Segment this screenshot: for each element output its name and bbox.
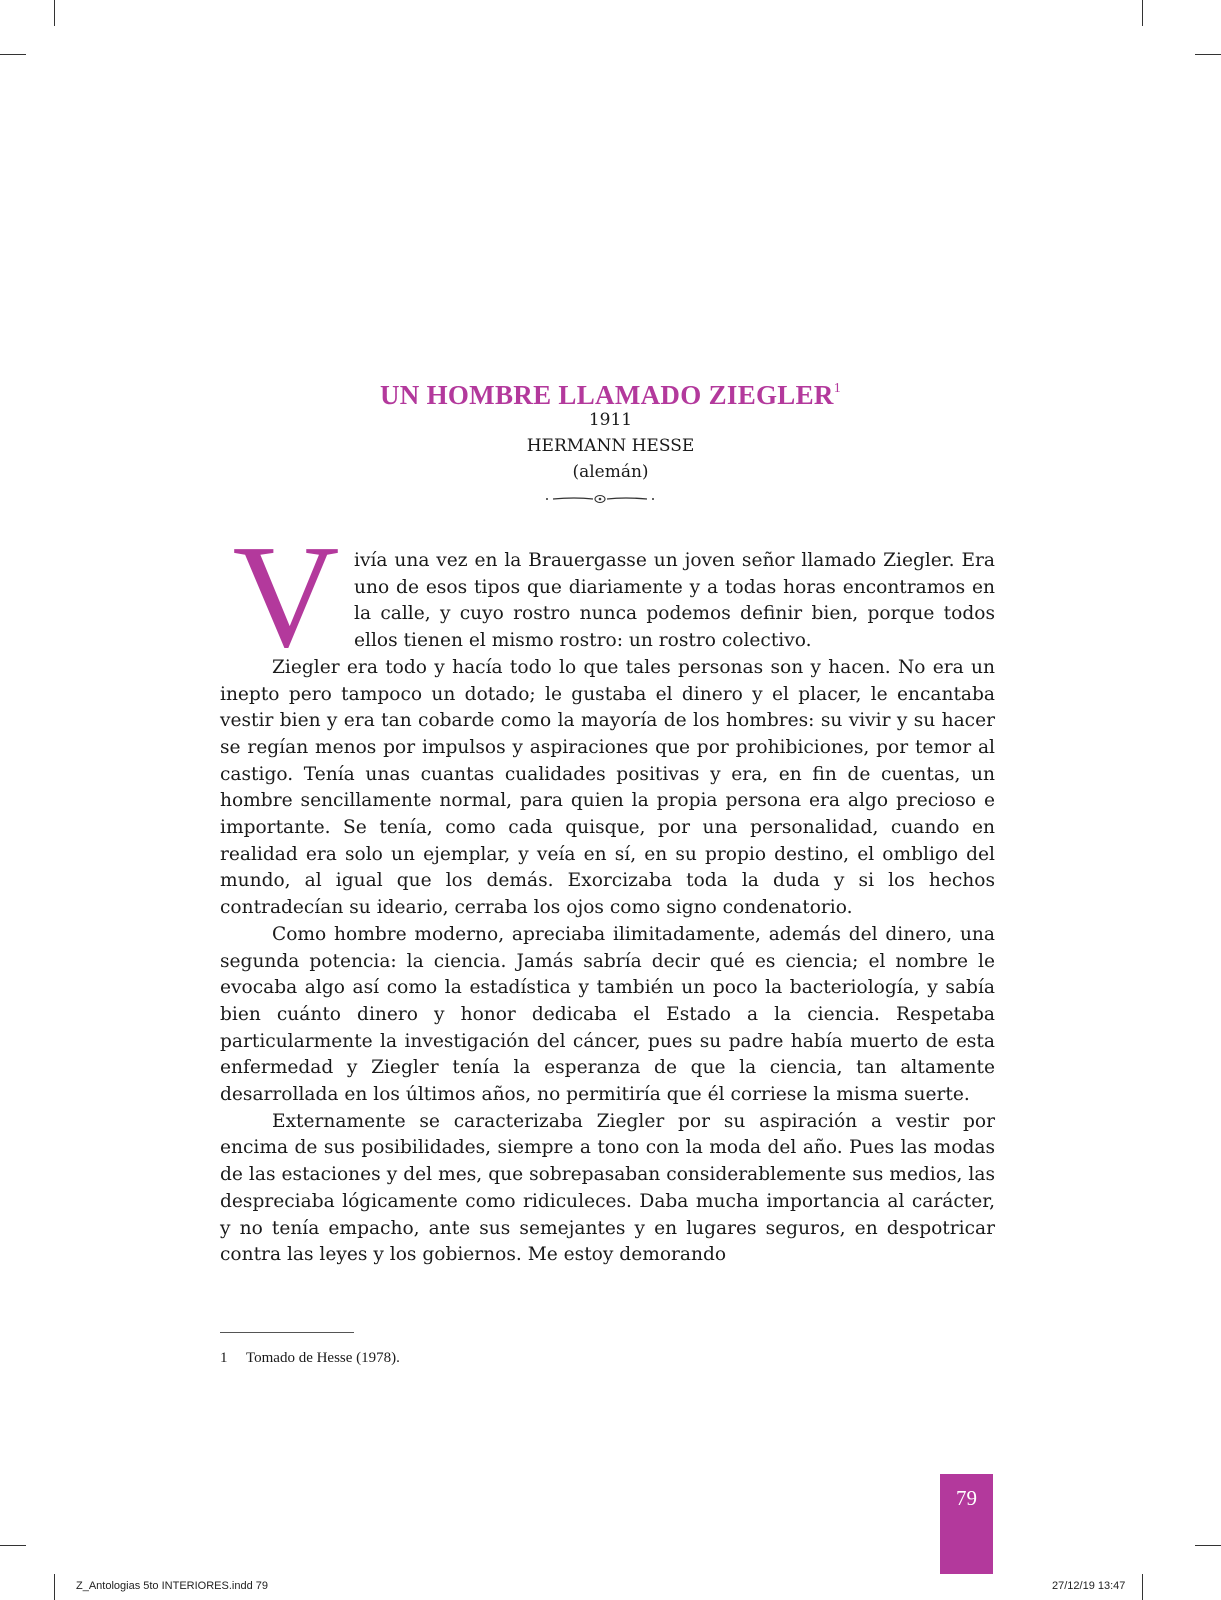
story-author: HERMANN HESSE bbox=[526, 436, 695, 456]
story-title bbox=[0, 380, 1221, 411]
crop-mark bbox=[0, 1545, 26, 1546]
drop-cap-letter: V bbox=[232, 544, 340, 648]
footnote-text: Tomado de Hesse (1978). bbox=[246, 1350, 400, 1366]
crop-mark bbox=[54, 0, 55, 26]
story-year: 1911 bbox=[588, 410, 633, 430]
paragraph: ivía una vez en la Brauergasse un joven señor llamado Ziegler. Era uno de esos tipos que diariamente y a todas horas encontramos en la calle, y cuyo rostro nunca podemos definir bien, porque todos ellos tienen el mismo rostro: un rostro colectivo. bbox=[354, 550, 995, 652]
slug-filename: Z_Antologias 5to INTERIORES.indd 79 bbox=[76, 1580, 268, 1592]
crop-mark bbox=[1142, 0, 1143, 26]
story-title-text: UN HOMBRE LLAMADO ZIEGLER bbox=[379, 380, 834, 410]
paragraph: Ziegler era todo y hacía todo lo que tales personas son y hacen. No era un inepto pero tampoco un dotado; le gustaba el dinero y el placer, le encantaba vestir bien y era tan cobarde como la mayoría de los hombres: su vivir y su hacer se regían menos por impulsos y aspiraciones que por prohibiciones, por temor al castigo. Tenía unas cuantas cualidades positivas y era, en fin de cuentas, un hombre sencillamente normal, para quien la propia persona era algo precioso e importante. Se tenía, como cada quisque, por una personalidad, cuando en realidad era solo un ejemplar, y veía en sí, en su propio destino, el ombligo del mundo, al igual que los demás. Exorcizaba toda la duda y si los hechos contradecían su ideario, cerraba los ojos como signo condenatorio. bbox=[220, 656, 995, 919]
crop-mark bbox=[1195, 1545, 1221, 1546]
drop-cap bbox=[220, 544, 352, 648]
crop-mark bbox=[0, 54, 26, 55]
ornament-divider-icon bbox=[545, 492, 655, 506]
story-language: (alemán) bbox=[572, 462, 649, 482]
footnote-number: 1 bbox=[220, 1350, 228, 1366]
crop-mark bbox=[1195, 54, 1221, 55]
footnote bbox=[220, 1350, 400, 1367]
page-number: 79 bbox=[956, 1486, 977, 1510]
footnote-rule bbox=[220, 1332, 354, 1333]
story-body bbox=[220, 544, 995, 1269]
footnote-ref: 1 bbox=[833, 381, 842, 396]
crop-mark bbox=[1142, 1574, 1143, 1600]
paragraph: Como hombre moderno, apreciaba ilimitadamente, además del dinero, una segunda potencia: la ciencia. Jamás sabría decir qué es ciencia; el nombre le evocaba algo así como la estadística y también un poco la bacteriología, y sabía bien cuánto dinero y honor dedicaba el Estado a la ciencia. Respetaba particularmente la investigación del cáncer, pues su padre había muerto de esta enfermedad y Ziegler tenía la esperanza de que la ciencia, tan altamente desarrollada en los últimos años, no permitiría que él corriese la misma suerte. bbox=[220, 923, 995, 1106]
paragraph: Externamente se caracterizaba Ziegler por su aspiración a vestir por encima de sus posibilidades, siempre a tono con la moda del año. Pues las modas de las estaciones y del mes, que sobrepasaban considerablemente sus medios, las despreciaba lógicamente como ridiculeces. Daba mucha importancia al carácter, y no tenía empacho, ante sus semejantes y en lugares seguros, en despotricar contra las leyes y los gobiernos. Me estoy demorando bbox=[220, 1110, 995, 1266]
crop-mark bbox=[54, 1574, 55, 1600]
slug-timestamp: 27/12/19 13:47 bbox=[1052, 1580, 1126, 1592]
